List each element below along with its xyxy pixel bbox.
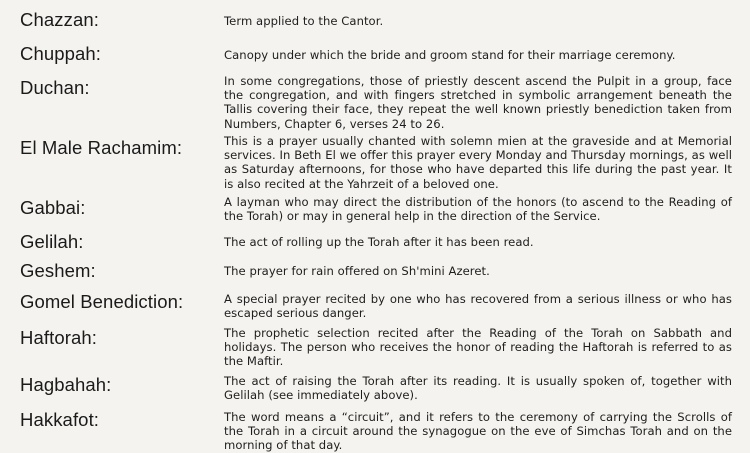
definition-text: A special prayer recited by one who has recovered from a serious illness or who has escaped serious danger. [224, 292, 732, 321]
definition-text: Canopy under which the bride and groom stand for their marriage ceremony. [224, 48, 676, 62]
term-label: Duchan: [20, 77, 90, 98]
term-label: Gelilah: [20, 231, 84, 252]
definition-text: The prophetic selection recited after the Reading of the Torah on Sabbath and holidays. The person who receives the honor of reading the Haftorah is referred to as the Maftir. [224, 326, 732, 369]
term-label: Chuppah: [20, 43, 102, 64]
definition-text: The prayer for rain offered on Sh'mini Azeret. [224, 264, 490, 278]
definition-text: The word means a “circuit”, and it refers to the ceremony of carrying the Scrolls of the Torah in a circuit around the synagogue on the eve of Simchas Torah and on the morning of that day. [224, 410, 732, 453]
definition-text: This is a prayer usually chanted with solemn mien at the graveside and at Memorial services. In Beth El we offer this prayer every Monday and Thursday mornings, as well as Saturday afternoons, for those who have departed this life during the past year. It is also recited at the Yahrzeit of a beloved one. [224, 134, 732, 191]
definition-text: Term applied to the Cantor. [224, 14, 384, 28]
term-label: Hakkafot: [20, 409, 100, 430]
definition-text: A layman who may direct the distribution of the honors (to ascend to the Reading of the Torah) or may in general help in the direction of the Service. [224, 195, 732, 224]
term-label: Hagbahah: [20, 374, 112, 395]
term-label: Chazzan: [20, 9, 99, 30]
definition-text: The act of rolling up the Torah after it has been read. [224, 235, 534, 249]
term-label: El Male Rachamim: [20, 137, 183, 158]
term-label: Haftorah: [20, 327, 97, 348]
term-label: Geshem: [20, 260, 96, 281]
term-label: Gomel Benediction: [20, 291, 184, 312]
term-label: Gabbai: [20, 197, 86, 218]
definition-text: The act of raising the Torah after its reading. It is usually spoken of, together with Gelilah (see immediately above). [224, 374, 732, 403]
definition-text: In some congregations, those of priestly descent ascend the Pulpit in a group, face the congregation, and with fingers stretched in symbolic arrangement beneath the Tallis covering their face, they repeat the well known priestly benediction taken from Numbers, Chapter 6, verses 24 to 26. [224, 74, 732, 131]
